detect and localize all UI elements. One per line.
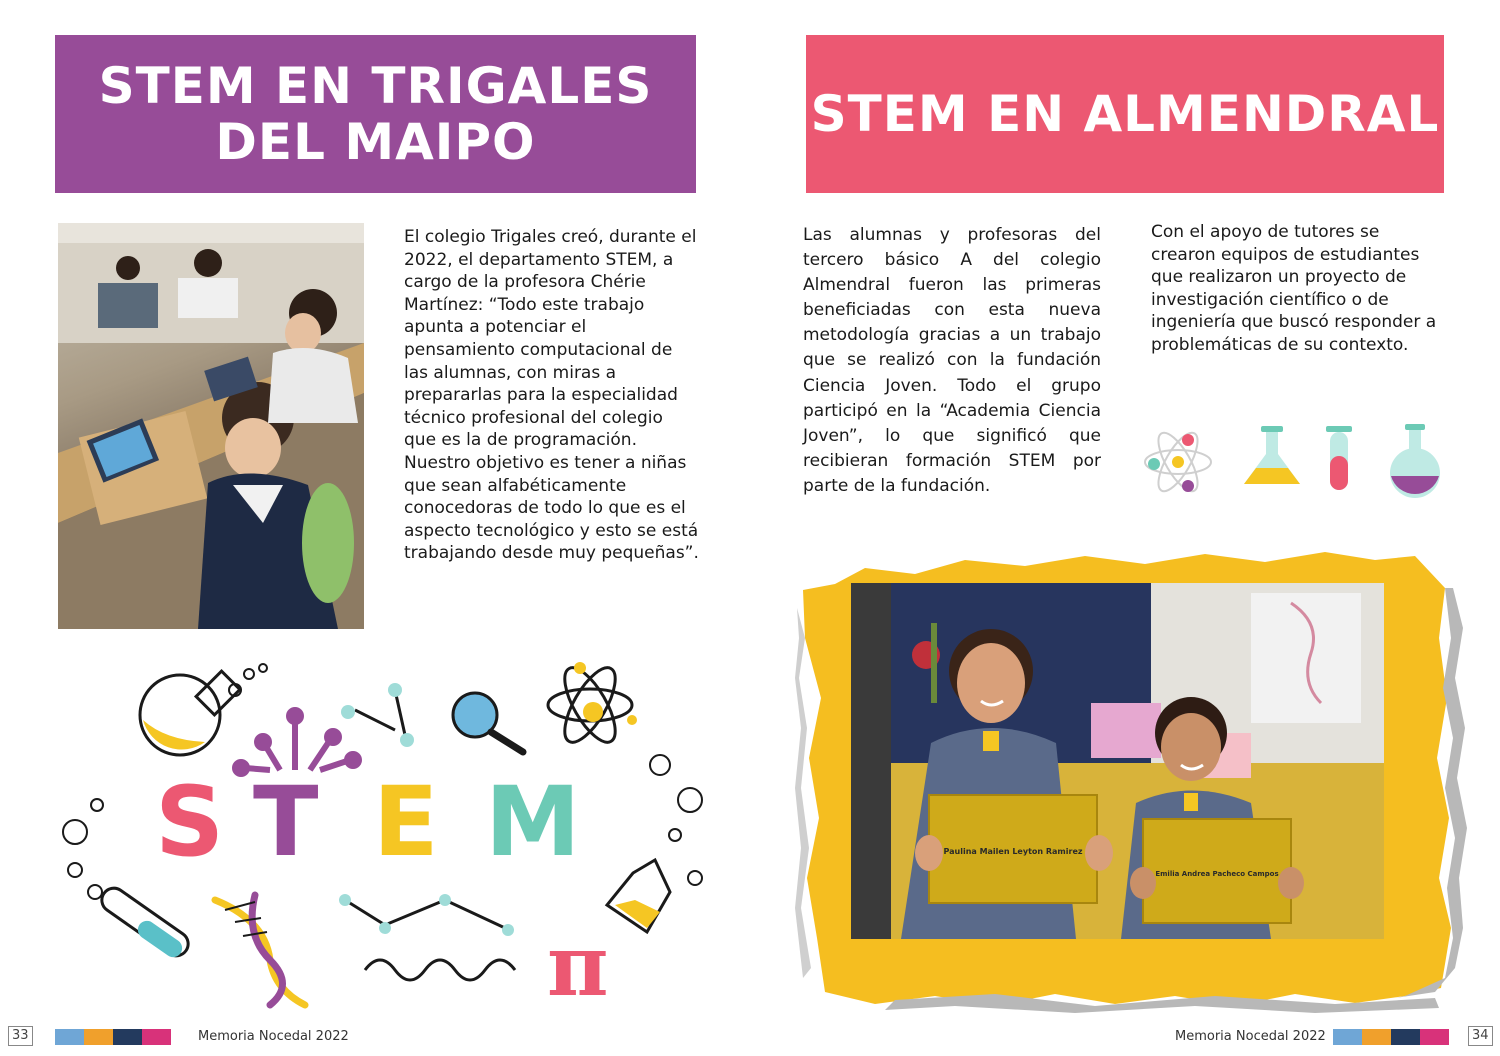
erlenmeyer-flask-icon (1244, 426, 1300, 484)
round-flask-icon (1390, 424, 1440, 498)
classroom-tablets-photo (58, 223, 364, 629)
footer-label-right: Memoria Nocedal 2022 (1175, 1029, 1326, 1044)
page-number-left: 33 (8, 1026, 33, 1046)
stem-letter-t: T (253, 766, 319, 878)
almendral-body-col1: Las alumnas y profesoras del tercero básico A del colegio Almendral fueron las primeras beneficiadas con esta nueva metodología gracias a un trabajo que se realizó con la fundación Ciencia Joven. Todo el grupo participó en la “Academia Ciencia Joven”, lo que significó que recibieran formación STEM por parte de la fundación. (803, 225, 1101, 496)
strip-swatch (55, 1029, 84, 1045)
title-line-2: DEL MAIPO (215, 113, 536, 171)
footer-label-left: Memoria Nocedal 2022 (198, 1029, 349, 1044)
title-banner-trigales (55, 35, 696, 193)
science-icons-row (1140, 418, 1450, 504)
strip-swatch (142, 1029, 171, 1045)
color-strip-right (1333, 1029, 1449, 1045)
bubbles-left-icon (63, 799, 103, 877)
strip-swatch (1391, 1029, 1420, 1045)
trigales-body-text: El colegio Trigales creó, durante el 2022, el departamento STEM, a cargo de la profesora Chérie Martínez: “Todo este trabajo apunta a potenciar el pensamiento computacional de las alumnas, con miras a prepararlas para la especialidad técnico profesional del colegio que es la de programación. Nuestro objetivo es tener a niñas que sean alfabéticamente conocedoras de todo lo que es el aspecto tecnológico y esto se está trabajando desde muy pequeñas”. (404, 227, 699, 564)
title-line-1: STEM EN TRIGALES (98, 57, 653, 115)
strip-swatch (1362, 1029, 1391, 1045)
erlenmeyer-flask-icon (607, 860, 702, 932)
title-banner-almendral (806, 35, 1444, 193)
magnifier-icon (453, 693, 523, 752)
strip-swatch (84, 1029, 113, 1045)
stem-letter-e: E (373, 766, 439, 878)
stem-letter-m: M (485, 766, 581, 878)
circuit-icon (235, 710, 359, 774)
color-strip-left (55, 1029, 171, 1045)
strip-swatch (1420, 1029, 1449, 1045)
almendral-body-col2: Con el apoyo de tutores se crearon equipos de estudiantes que realizaron un proyecto de investigación científico o de ingeniería que buscó responder a problemáticas de su contexto. (1151, 222, 1437, 355)
test-tube-icon (1326, 426, 1352, 490)
stem-letter-s: S (155, 766, 225, 878)
certificate-1-name: Paulina Mailen Leyton Ramirez (943, 847, 1083, 856)
stem-illustration (55, 660, 715, 1020)
atom-icon (548, 661, 637, 750)
atom-icon (1145, 427, 1211, 496)
page-number-right: 34 (1468, 1026, 1493, 1046)
strip-swatch (113, 1029, 142, 1045)
certificate-2-name: Emilia Andrea Pacheco Campos (1155, 870, 1279, 878)
title-almendral: STEM EN ALMENDRAL (810, 85, 1440, 143)
dna-icon (215, 895, 305, 1005)
pi-symbol: π (547, 916, 609, 1015)
strip-swatch (1333, 1029, 1362, 1045)
test-tube-icon (88, 883, 193, 960)
bubbles-right-icon (650, 755, 702, 841)
molecule-icon (341, 683, 414, 747)
round-flask-icon (140, 664, 267, 755)
wave-icon (365, 960, 515, 980)
students-certificates-photo (851, 583, 1384, 939)
students-photo-illustration (851, 583, 1384, 939)
classroom-photo-illustration (58, 223, 364, 629)
line-graph-icon (339, 894, 514, 936)
